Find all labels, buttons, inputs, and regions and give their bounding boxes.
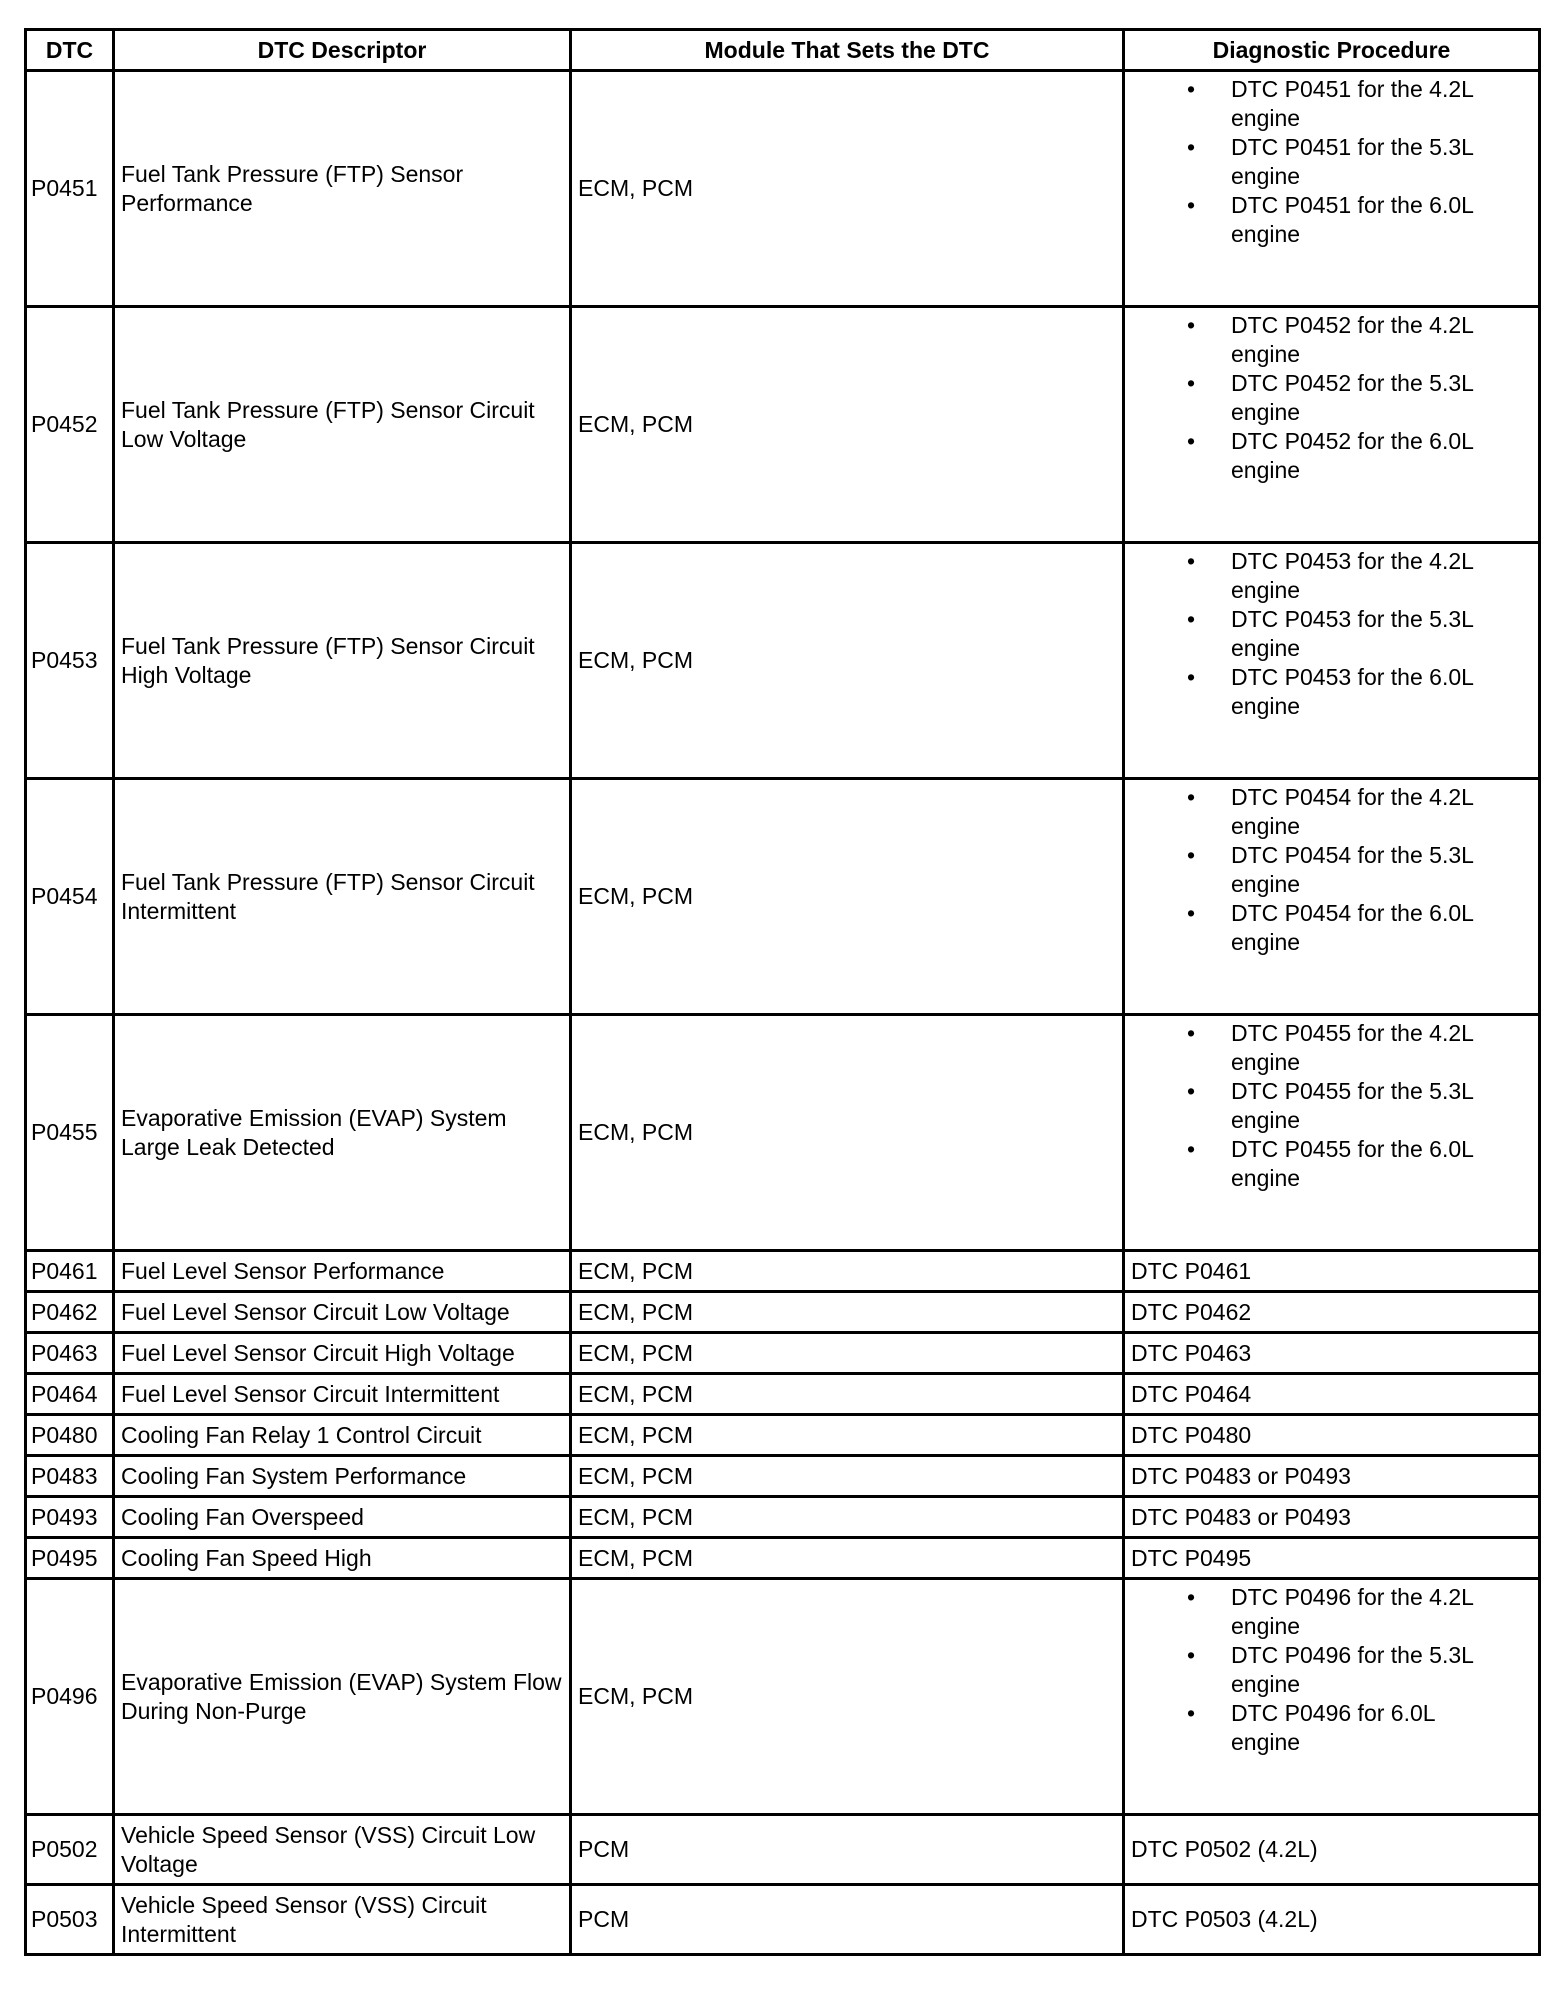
dtc-descriptor-cell: Cooling Fan Speed High (114, 1538, 571, 1579)
table-row (26, 779, 1540, 1015)
procedure-list-item (1131, 1641, 1532, 1699)
dtc-descriptor-cell: Fuel Tank Pressure (FTP) Sensor Circuit Low Voltage (114, 307, 571, 543)
procedure-list (1131, 1583, 1532, 1757)
dtc-code-cell: P0462 (26, 1292, 114, 1333)
dtc-descriptor-cell: Cooling Fan System Performance (114, 1456, 571, 1497)
table-row (26, 1497, 1540, 1538)
module-cell: PCM (571, 1815, 1124, 1885)
bullet-icon: • (1187, 1136, 1196, 1162)
procedure-cell: DTC P0480 (1124, 1415, 1540, 1456)
module-cell: PCM (571, 1885, 1124, 1955)
procedure-list-item (1131, 605, 1532, 663)
table-row (26, 71, 1540, 307)
procedure-text: DTC P0496 for the 4.2L engine (1231, 1584, 1474, 1639)
procedure-cell (1124, 543, 1540, 779)
procedure-cell: DTC P0483 or P0493 (1124, 1497, 1540, 1538)
bullet-icon: • (1187, 784, 1196, 810)
module-cell: ECM, PCM (571, 1374, 1124, 1415)
procedure-text: DTC P0453 for the 4.2L engine (1231, 548, 1474, 603)
procedure-text: DTC P0454 for the 6.0L engine (1231, 900, 1474, 955)
dtc-descriptor-cell: Cooling Fan Relay 1 Control Circuit (114, 1415, 571, 1456)
procedure-list-item (1131, 1135, 1532, 1193)
procedure-text: DTC P0455 for the 4.2L engine (1231, 1020, 1474, 1075)
procedure-list-item (1131, 899, 1532, 957)
procedure-list-item (1131, 783, 1532, 841)
procedure-text: DTC P0453 for the 5.3L engine (1231, 606, 1474, 661)
procedure-text: DTC P0451 for the 6.0L engine (1231, 192, 1474, 247)
bullet-icon: • (1187, 76, 1196, 102)
dtc-code-cell: P0496 (26, 1579, 114, 1815)
procedure-cell (1124, 1579, 1540, 1815)
module-cell: ECM, PCM (571, 1251, 1124, 1292)
dtc-descriptor-cell: Fuel Level Sensor Circuit Low Voltage (114, 1292, 571, 1333)
dtc-descriptor-cell: Evaporative Emission (EVAP) System Flow During Non-Purge (114, 1579, 571, 1815)
procedure-list (1131, 783, 1532, 957)
module-cell: ECM, PCM (571, 1333, 1124, 1374)
module-cell: ECM, PCM (571, 71, 1124, 307)
procedure-list-item (1131, 1019, 1532, 1077)
procedure-cell: DTC P0463 (1124, 1333, 1540, 1374)
bullet-icon: • (1187, 900, 1196, 926)
procedure-cell: DTC P0483 or P0493 (1124, 1456, 1540, 1497)
procedure-list-item (1131, 841, 1532, 899)
table-row (26, 1456, 1540, 1497)
procedure-text: DTC P0452 for the 4.2L engine (1231, 312, 1474, 367)
table-row (26, 1538, 1540, 1579)
procedure-text: DTC P0452 for the 6.0L engine (1231, 428, 1474, 483)
table-row (26, 1815, 1540, 1885)
module-cell: ECM, PCM (571, 1292, 1124, 1333)
table-row (26, 1579, 1540, 1815)
dtc-descriptor-cell: Fuel Level Sensor Performance (114, 1251, 571, 1292)
bullet-icon: • (1187, 1584, 1196, 1610)
procedure-cell: DTC P0503 (4.2L) (1124, 1885, 1540, 1955)
procedure-list-item (1131, 663, 1532, 721)
header-module: Module That Sets the DTC (571, 30, 1124, 71)
dtc-code-cell: P0455 (26, 1015, 114, 1251)
table-row (26, 1374, 1540, 1415)
module-cell: ECM, PCM (571, 779, 1124, 1015)
table-row (26, 1415, 1540, 1456)
procedure-list (1131, 1019, 1532, 1193)
dtc-descriptor-cell: Evaporative Emission (EVAP) System Large Leak Detected (114, 1015, 571, 1251)
module-cell: ECM, PCM (571, 1579, 1124, 1815)
dtc-code-cell: P0480 (26, 1415, 114, 1456)
dtc-code-cell: P0502 (26, 1815, 114, 1885)
table-row (26, 1292, 1540, 1333)
bullet-icon: • (1187, 1020, 1196, 1046)
dtc-code-cell: P0451 (26, 71, 114, 307)
table-body (26, 71, 1540, 1955)
procedure-list-item (1131, 547, 1532, 605)
bullet-icon: • (1187, 428, 1196, 454)
table-row (26, 1015, 1540, 1251)
procedure-cell: DTC P0462 (1124, 1292, 1540, 1333)
dtc-descriptor-cell: Fuel Tank Pressure (FTP) Sensor Circuit High Voltage (114, 543, 571, 779)
procedure-list (1131, 311, 1532, 485)
dtc-code-cell: P0495 (26, 1538, 114, 1579)
procedure-text: DTC P0454 for the 4.2L engine (1231, 784, 1474, 839)
module-cell: ECM, PCM (571, 1015, 1124, 1251)
module-cell: ECM, PCM (571, 1415, 1124, 1456)
header-procedure: Diagnostic Procedure (1124, 30, 1540, 71)
dtc-descriptor-cell: Vehicle Speed Sensor (VSS) Circuit Intermittent (114, 1885, 571, 1955)
module-cell: ECM, PCM (571, 543, 1124, 779)
dtc-code-cell: P0461 (26, 1251, 114, 1292)
procedure-text: DTC P0451 for the 5.3L engine (1231, 134, 1474, 189)
procedure-cell: DTC P0502 (4.2L) (1124, 1815, 1540, 1885)
dtc-code-cell: P0503 (26, 1885, 114, 1955)
dtc-table (24, 28, 1541, 1956)
module-cell: ECM, PCM (571, 307, 1124, 543)
procedure-cell (1124, 71, 1540, 307)
dtc-code-cell: P0452 (26, 307, 114, 543)
table-row (26, 543, 1540, 779)
procedure-list (1131, 75, 1532, 249)
dtc-descriptor-cell: Fuel Level Sensor Circuit High Voltage (114, 1333, 571, 1374)
dtc-descriptor-cell: Fuel Tank Pressure (FTP) Sensor Circuit Intermittent (114, 779, 571, 1015)
dtc-descriptor-cell: Fuel Tank Pressure (FTP) Sensor Performance (114, 71, 571, 307)
bullet-icon: • (1187, 842, 1196, 868)
dtc-descriptor-cell: Cooling Fan Overspeed (114, 1497, 571, 1538)
dtc-code-cell: P0463 (26, 1333, 114, 1374)
procedure-list-item (1131, 133, 1532, 191)
table-row (26, 307, 1540, 543)
bullet-icon: • (1187, 1642, 1196, 1668)
header-descriptor: DTC Descriptor (114, 30, 571, 71)
procedure-text: DTC P0496 for the 5.3L engine (1231, 1642, 1474, 1697)
module-cell: ECM, PCM (571, 1538, 1124, 1579)
procedure-text: DTC P0455 for the 6.0L engine (1231, 1136, 1474, 1191)
procedure-cell (1124, 1015, 1540, 1251)
dtc-code-cell: P0454 (26, 779, 114, 1015)
dtc-code-cell: P0483 (26, 1456, 114, 1497)
procedure-cell: DTC P0461 (1124, 1251, 1540, 1292)
procedure-cell (1124, 779, 1540, 1015)
procedure-text: DTC P0451 for the 4.2L engine (1231, 76, 1474, 131)
table-row (26, 1251, 1540, 1292)
procedure-list (1131, 547, 1532, 721)
bullet-icon: • (1187, 1700, 1196, 1726)
table-row (26, 1333, 1540, 1374)
procedure-list-item (1131, 369, 1532, 427)
procedure-cell: DTC P0464 (1124, 1374, 1540, 1415)
dtc-code-cell: P0493 (26, 1497, 114, 1538)
procedure-list-item (1131, 1583, 1532, 1641)
procedure-cell (1124, 307, 1540, 543)
dtc-code-cell: P0453 (26, 543, 114, 779)
bullet-icon: • (1187, 134, 1196, 160)
bullet-icon: • (1187, 192, 1196, 218)
procedure-cell: DTC P0495 (1124, 1538, 1540, 1579)
procedure-list-item (1131, 1077, 1532, 1135)
dtc-code-cell: P0464 (26, 1374, 114, 1415)
procedure-list-item (1131, 191, 1532, 249)
bullet-icon: • (1187, 548, 1196, 574)
procedure-text: DTC P0496 for 6.0L engine (1231, 1700, 1435, 1755)
bullet-icon: • (1187, 1078, 1196, 1104)
header-row (26, 30, 1540, 71)
bullet-icon: • (1187, 370, 1196, 396)
procedure-text: DTC P0453 for the 6.0L engine (1231, 664, 1474, 719)
dtc-descriptor-cell: Fuel Level Sensor Circuit Intermittent (114, 1374, 571, 1415)
module-cell: ECM, PCM (571, 1497, 1124, 1538)
bullet-icon: • (1187, 664, 1196, 690)
bullet-icon: • (1187, 606, 1196, 632)
procedure-text: DTC P0454 for the 5.3L engine (1231, 842, 1474, 897)
bullet-icon: • (1187, 312, 1196, 338)
procedure-text: DTC P0455 for the 5.3L engine (1231, 1078, 1474, 1133)
procedure-list-item (1131, 75, 1532, 133)
header-dtc: DTC (26, 30, 114, 71)
procedure-text: DTC P0452 for the 5.3L engine (1231, 370, 1474, 425)
dtc-descriptor-cell: Vehicle Speed Sensor (VSS) Circuit Low Voltage (114, 1815, 571, 1885)
module-cell: ECM, PCM (571, 1456, 1124, 1497)
procedure-list-item (1131, 311, 1532, 369)
table-row (26, 1885, 1540, 1955)
procedure-list-item (1131, 1699, 1532, 1757)
procedure-list-item (1131, 427, 1532, 485)
